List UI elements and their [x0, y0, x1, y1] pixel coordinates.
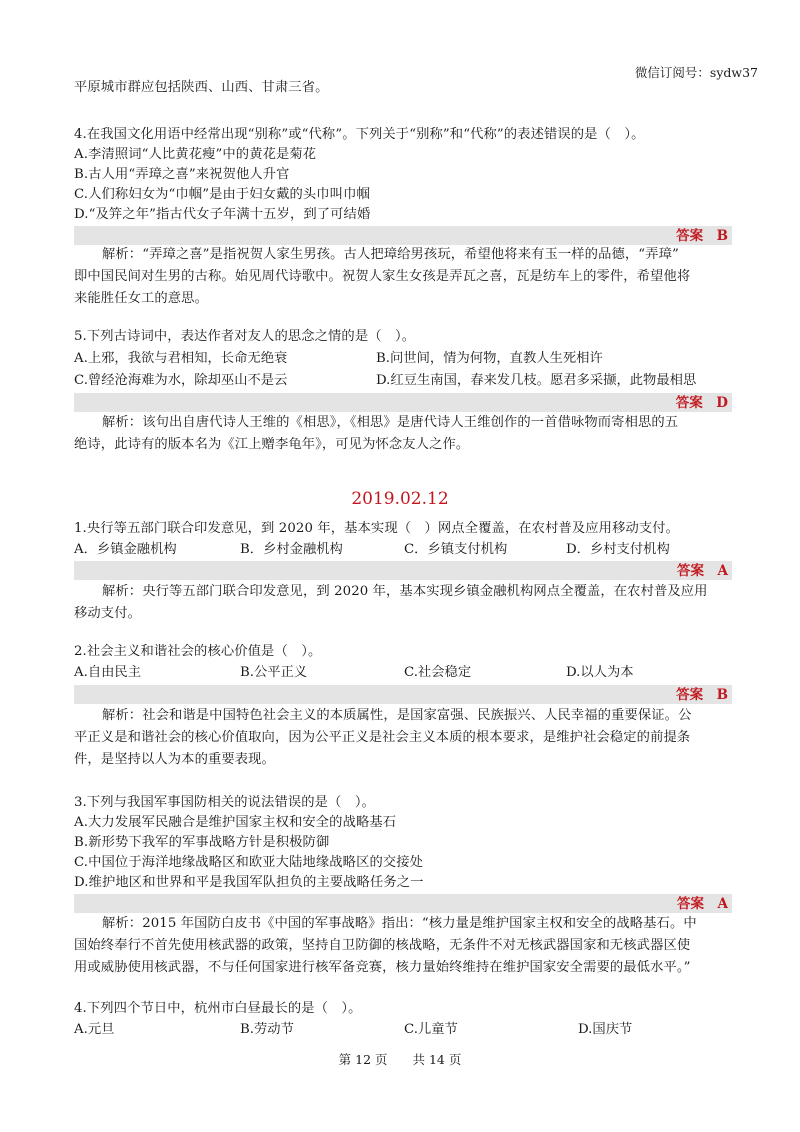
analysis-text: 移动支付。 — [74, 606, 141, 621]
question-stem: 3.下列与我国军事国防相关的说法错误的是（ ）。 — [74, 795, 375, 810]
question-option: C.人们称妇女为“巾帼”是由于妇女戴的头巾叫巾帼 — [74, 187, 370, 202]
question-option: A.上邪，我欲与君相知，长命无绝衰 — [74, 351, 288, 366]
question-stem: 4.在我国文化用语中经常出现“别称”或“代称”。下列关于“别称”和“代称”的表述错误的是（ ）。 — [74, 127, 645, 142]
analysis-text: 解析：社会和谐是中国特色社会主义的本质属性，是国家富强、民族振兴、人民幸福的重要保证。公 — [102, 708, 692, 723]
question-option: D.维护地区和世界和平是我国军队担负的主要战略任务之一 — [74, 875, 424, 890]
page-footer: 第 12 页 共 14 页 — [338, 1052, 462, 1067]
analysis-text: 国始终奉行不首先使用核武器的政策，坚持自卫防御的核战略，无条件不对无核武器国家和无核武器区使 — [74, 938, 691, 953]
analysis-text: 即中国民间对生男的古称。始见周代诗歌中。祝贺人家生女孩是弄瓦之喜，瓦是纺车上的零件，希望他将 — [74, 269, 691, 284]
question-option: D.“及笄之年”指古代女子年满十五岁，到了可结婚 — [74, 207, 371, 222]
answer-bar — [74, 685, 732, 704]
question-option: B.问世间，情为何物，直教人生死相许 — [376, 351, 603, 366]
analysis-text: 平正义是和谐社会的核心价值取向，因为公平正义是社会主义本质的根本要求，是维护社会稳定的前提条 — [74, 730, 691, 745]
question-stem: 1.央行等五部门联合印发意见，到 2020 年，基本实现（ ）网点全覆盖，在农村普及应用移动支付。 — [74, 521, 680, 536]
question-option: D.红豆生南国，春来发几枝。愿君多采撷，此物最相思 — [376, 373, 697, 388]
question-stem: 5.下列古诗词中，表达作者对友人的思念之情的是（ ）。 — [74, 329, 416, 344]
analysis-text: 件，是坚持以人为本的重要表现。 — [74, 752, 275, 767]
answer-label: 答案 A — [677, 896, 728, 912]
question-option: A.大力发展军民融合是维护国家主权和安全的战略基石 — [74, 815, 397, 830]
answer-label: 答案 D — [675, 395, 728, 411]
analysis-text: 解析：“弄璋之喜”是指祝贺人家生男孩。古人把璋给男孩玩，希望他将来有玉一样的品德，“弄璋” — [102, 247, 679, 262]
question-option: C.中国位于海洋地缘战略区和欧亚大陆地缘战略区的交接处 — [74, 855, 424, 870]
analysis-text: 用或威胁使用核武器，不与任何国家进行核军备竞赛，核力量始终维持在维护国家安全需要的最低水平。” — [74, 960, 691, 975]
question-option: D．乡村支付机构 — [566, 542, 670, 557]
analysis-text: 来能胜任女工的意思。 — [74, 291, 208, 306]
answer-bar — [74, 561, 732, 580]
question-option: C．乡镇支付机构 — [404, 542, 508, 557]
question-option: D.以人为本 — [566, 665, 634, 680]
analysis-text: 绝诗，此诗有的版本名为《江上赠李龟年》，可见为怀念友人之作。 — [74, 437, 470, 452]
question-option: B.新形势下我军的军事战略方针是积极防御 — [74, 835, 330, 850]
answer-bar — [74, 894, 732, 913]
question-option: A.李清照词“人比黄花瘦”中的黄花是菊花 — [74, 147, 317, 162]
carryover-text: 平原城市群应包括陕西、山西、甘肃三省。 — [74, 80, 329, 95]
question-stem: 2.社会主义和谐社会的核心价值是（ ）。 — [74, 644, 322, 659]
question-option: A.自由民主 — [74, 665, 142, 680]
analysis-text: 解析：央行等五部门联合印发意见，到 2020 年，基本实现乡镇金融机构网点全覆盖，在农村普及应用 — [102, 584, 708, 599]
analysis-text: 解析：2015 年国防白皮书《中国的军事战略》指出：“核力量是维护国家主权和安全的战略基石。中 — [102, 916, 697, 931]
question-stem: 4.下列四个节日中，杭州市白昼最长的是（ ）。 — [74, 1001, 362, 1016]
question-option: B.劳动节 — [240, 1022, 294, 1037]
answer-label: 答案 A — [677, 563, 728, 579]
question-option: C.儿童节 — [404, 1022, 458, 1037]
answer-bar — [74, 226, 732, 245]
answer-bar — [74, 393, 732, 412]
question-option: A．乡镇金融机构 — [74, 542, 177, 557]
question-option: B.古人用“弄璋之喜”来祝贺他人升官 — [74, 167, 290, 182]
question-option: B.公平正义 — [240, 665, 308, 680]
question-option: C.社会稳定 — [404, 665, 472, 680]
wechat-subscription-id: 微信订阅号：sydw37 — [634, 65, 758, 80]
date-heading: 2019.02.12 — [351, 489, 449, 509]
question-option: D.国庆节 — [578, 1022, 633, 1037]
question-option: A.元旦 — [74, 1022, 115, 1037]
question-option: B．乡村金融机构 — [240, 542, 343, 557]
answer-label: 答案 B — [676, 228, 728, 244]
answer-label: 答案 B — [676, 687, 728, 703]
analysis-text: 解析：该句出自唐代诗人王维的《相思》，《相思》是唐代诗人王维创作的一首借咏物而寄相思的五 — [102, 415, 679, 430]
question-option: C.曾经沧海难为水，除却巫山不是云 — [74, 373, 288, 388]
